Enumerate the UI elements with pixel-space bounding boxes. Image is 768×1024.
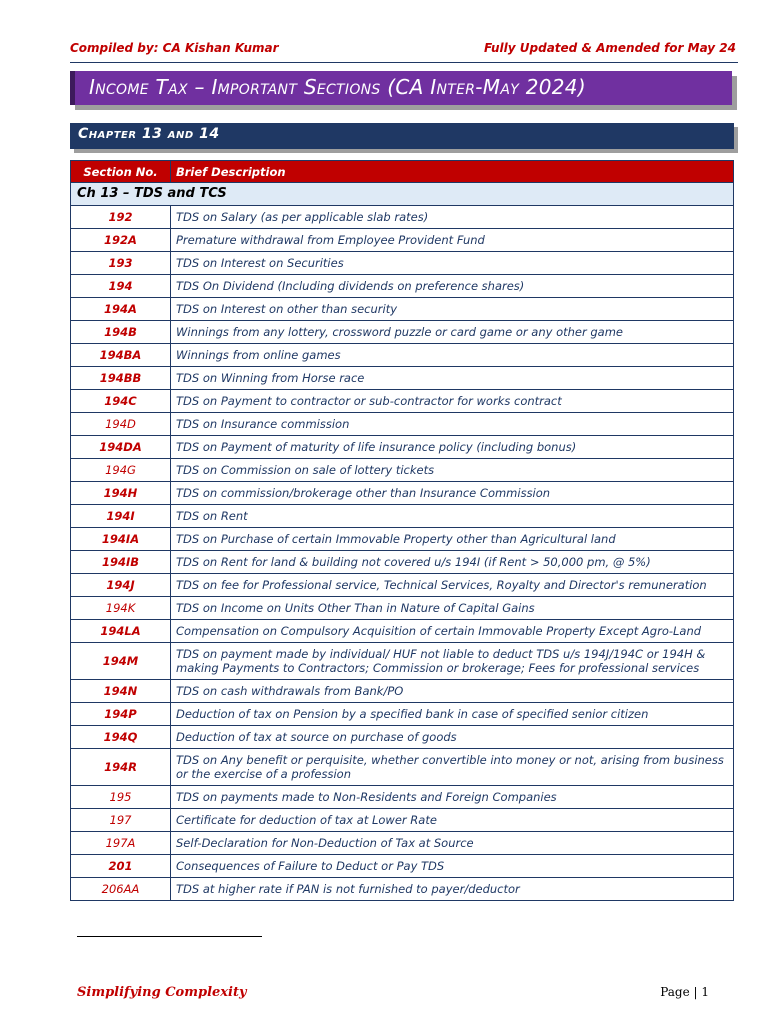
section-description: TDS on Payment to contractor or sub-contractor for works contract xyxy=(171,390,734,413)
table-row xyxy=(71,482,734,505)
section-description: TDS on Purchase of certain Immovable Property other than Agricultural land xyxy=(171,528,734,551)
section-description: TDS On Dividend (Including dividends on preference shares) xyxy=(171,275,734,298)
section-number: 194I xyxy=(71,505,171,528)
section-description: TDS on Winning from Horse race xyxy=(171,367,734,390)
table-row xyxy=(71,680,734,703)
table-row xyxy=(71,206,734,229)
table-row xyxy=(71,344,734,367)
section-number: 195 xyxy=(71,786,171,809)
section-number: 192A xyxy=(71,229,171,252)
table-row xyxy=(71,275,734,298)
section-number: 194Q xyxy=(71,726,171,749)
table-row xyxy=(71,786,734,809)
table-row xyxy=(71,321,734,344)
table-row xyxy=(71,252,734,275)
section-number: 194R xyxy=(71,749,171,786)
table-row xyxy=(71,367,734,390)
header-updated-note: Fully Updated & Amended for May 24 xyxy=(483,41,736,55)
section-description: TDS on Any benefit or perquisite, whether convertible into money or not, arising from business or the exercise of a profession xyxy=(171,749,734,786)
header-compiled-by: Compiled by: CA Kishan Kumar xyxy=(70,41,279,55)
table-header-row xyxy=(71,161,734,183)
section-number: 192 xyxy=(71,206,171,229)
table-row xyxy=(71,574,734,597)
table-row xyxy=(71,749,734,786)
section-number: 194DA xyxy=(71,436,171,459)
section-description: TDS at higher rate if PAN is not furnished to payer/deductor xyxy=(171,878,734,901)
section-description: Premature withdrawal from Employee Provident Fund xyxy=(171,229,734,252)
table-row xyxy=(71,855,734,878)
table-row xyxy=(71,390,734,413)
section-description: TDS on payments made to Non-Residents and Foreign Companies xyxy=(171,786,734,809)
section-description: TDS on Insurance commission xyxy=(171,413,734,436)
section-number: 194H xyxy=(71,482,171,505)
column-header-section: Section No. xyxy=(71,161,171,183)
section-description: TDS on commission/brokerage other than Insurance Commission xyxy=(171,482,734,505)
table-row xyxy=(71,643,734,680)
table-row xyxy=(71,229,734,252)
table-row xyxy=(71,298,734,321)
table-row xyxy=(71,726,734,749)
section-description: Consequences of Failure to Deduct or Pay TDS xyxy=(171,855,734,878)
section-number: 201 xyxy=(71,855,171,878)
section-number: 194G xyxy=(71,459,171,482)
header-divider xyxy=(70,62,738,63)
section-description: Winnings from any lottery, crossword puzzle or card game or any other game xyxy=(171,321,734,344)
section-description: Compensation on Compulsory Acquisition of certain Immovable Property Except Agro-Land xyxy=(171,620,734,643)
group-title: Ch 13 – TDS and TCS xyxy=(71,183,734,206)
section-description: Deduction of tax at source on purchase of goods xyxy=(171,726,734,749)
section-number: 194IA xyxy=(71,528,171,551)
page-title: Income Tax – Important Sections (CA Inter-May 2024) xyxy=(89,75,586,99)
section-number: 194C xyxy=(71,390,171,413)
group-row xyxy=(71,183,734,206)
section-description: TDS on Commission on sale of lottery tickets xyxy=(171,459,734,482)
section-number: 194LA xyxy=(71,620,171,643)
section-description: TDS on Interest on other than security xyxy=(171,298,734,321)
section-number: 194 xyxy=(71,275,171,298)
section-number: 194A xyxy=(71,298,171,321)
table-row xyxy=(71,551,734,574)
section-description: TDS on fee for Professional service, Technical Services, Royalty and Director's remuneration xyxy=(171,574,734,597)
table-row xyxy=(71,436,734,459)
column-header-description: Brief Description xyxy=(171,161,734,183)
section-number: 197A xyxy=(71,832,171,855)
page-number: Page | 1 xyxy=(660,985,709,999)
table-row xyxy=(71,413,734,436)
table-row xyxy=(71,505,734,528)
section-description: TDS on Income on Units Other Than in Nature of Capital Gains xyxy=(171,597,734,620)
section-number: 193 xyxy=(71,252,171,275)
section-number: 194P xyxy=(71,703,171,726)
section-description: TDS on Payment of maturity of life insurance policy (including bonus) xyxy=(171,436,734,459)
table-row xyxy=(71,528,734,551)
section-description: Deduction of tax on Pension by a specified bank in case of specified senior citizen xyxy=(171,703,734,726)
table-row xyxy=(71,459,734,482)
section-number: 194BA xyxy=(71,344,171,367)
footnote-divider xyxy=(77,936,262,937)
section-number: 197 xyxy=(71,809,171,832)
section-description: TDS on Rent for land & building not covered u/s 194I (if Rent > 50,000 pm, @ 5%) xyxy=(171,551,734,574)
table-row xyxy=(71,620,734,643)
table-row xyxy=(71,597,734,620)
section-number: 194J xyxy=(71,574,171,597)
section-number: 194K xyxy=(71,597,171,620)
section-description: TDS on payment made by individual/ HUF not liable to deduct TDS u/s 194J/194C or 194H & making Payments to Contractors; Commission or brokerage; Fees for professional services xyxy=(171,643,734,680)
table-row xyxy=(71,878,734,901)
section-description: Certificate for deduction of tax at Lower Rate xyxy=(171,809,734,832)
footer-tagline: Simplifying Complexity xyxy=(77,985,247,1000)
section-description: TDS on Salary (as per applicable slab rates) xyxy=(171,206,734,229)
section-description: TDS on cash withdrawals from Bank/PO xyxy=(171,680,734,703)
section-number: 194D xyxy=(71,413,171,436)
table-row xyxy=(71,703,734,726)
section-description: TDS on Rent xyxy=(171,505,734,528)
section-number: 194IB xyxy=(71,551,171,574)
table-row xyxy=(71,809,734,832)
section-number: 206AA xyxy=(71,878,171,901)
table-row xyxy=(71,832,734,855)
section-description: Self-Declaration for Non-Deduction of Tax at Source xyxy=(171,832,734,855)
section-description: TDS on Interest on Securities xyxy=(171,252,734,275)
chapter-banner xyxy=(70,123,734,149)
section-number: 194M xyxy=(71,643,171,680)
section-number: 194N xyxy=(71,680,171,703)
sections-table xyxy=(70,160,734,901)
section-number: 194B xyxy=(71,321,171,344)
section-description: Winnings from online games xyxy=(171,344,734,367)
section-number: 194BB xyxy=(71,367,171,390)
title-banner xyxy=(70,71,732,105)
chapter-title: Chapter 13 and 14 xyxy=(78,126,220,142)
